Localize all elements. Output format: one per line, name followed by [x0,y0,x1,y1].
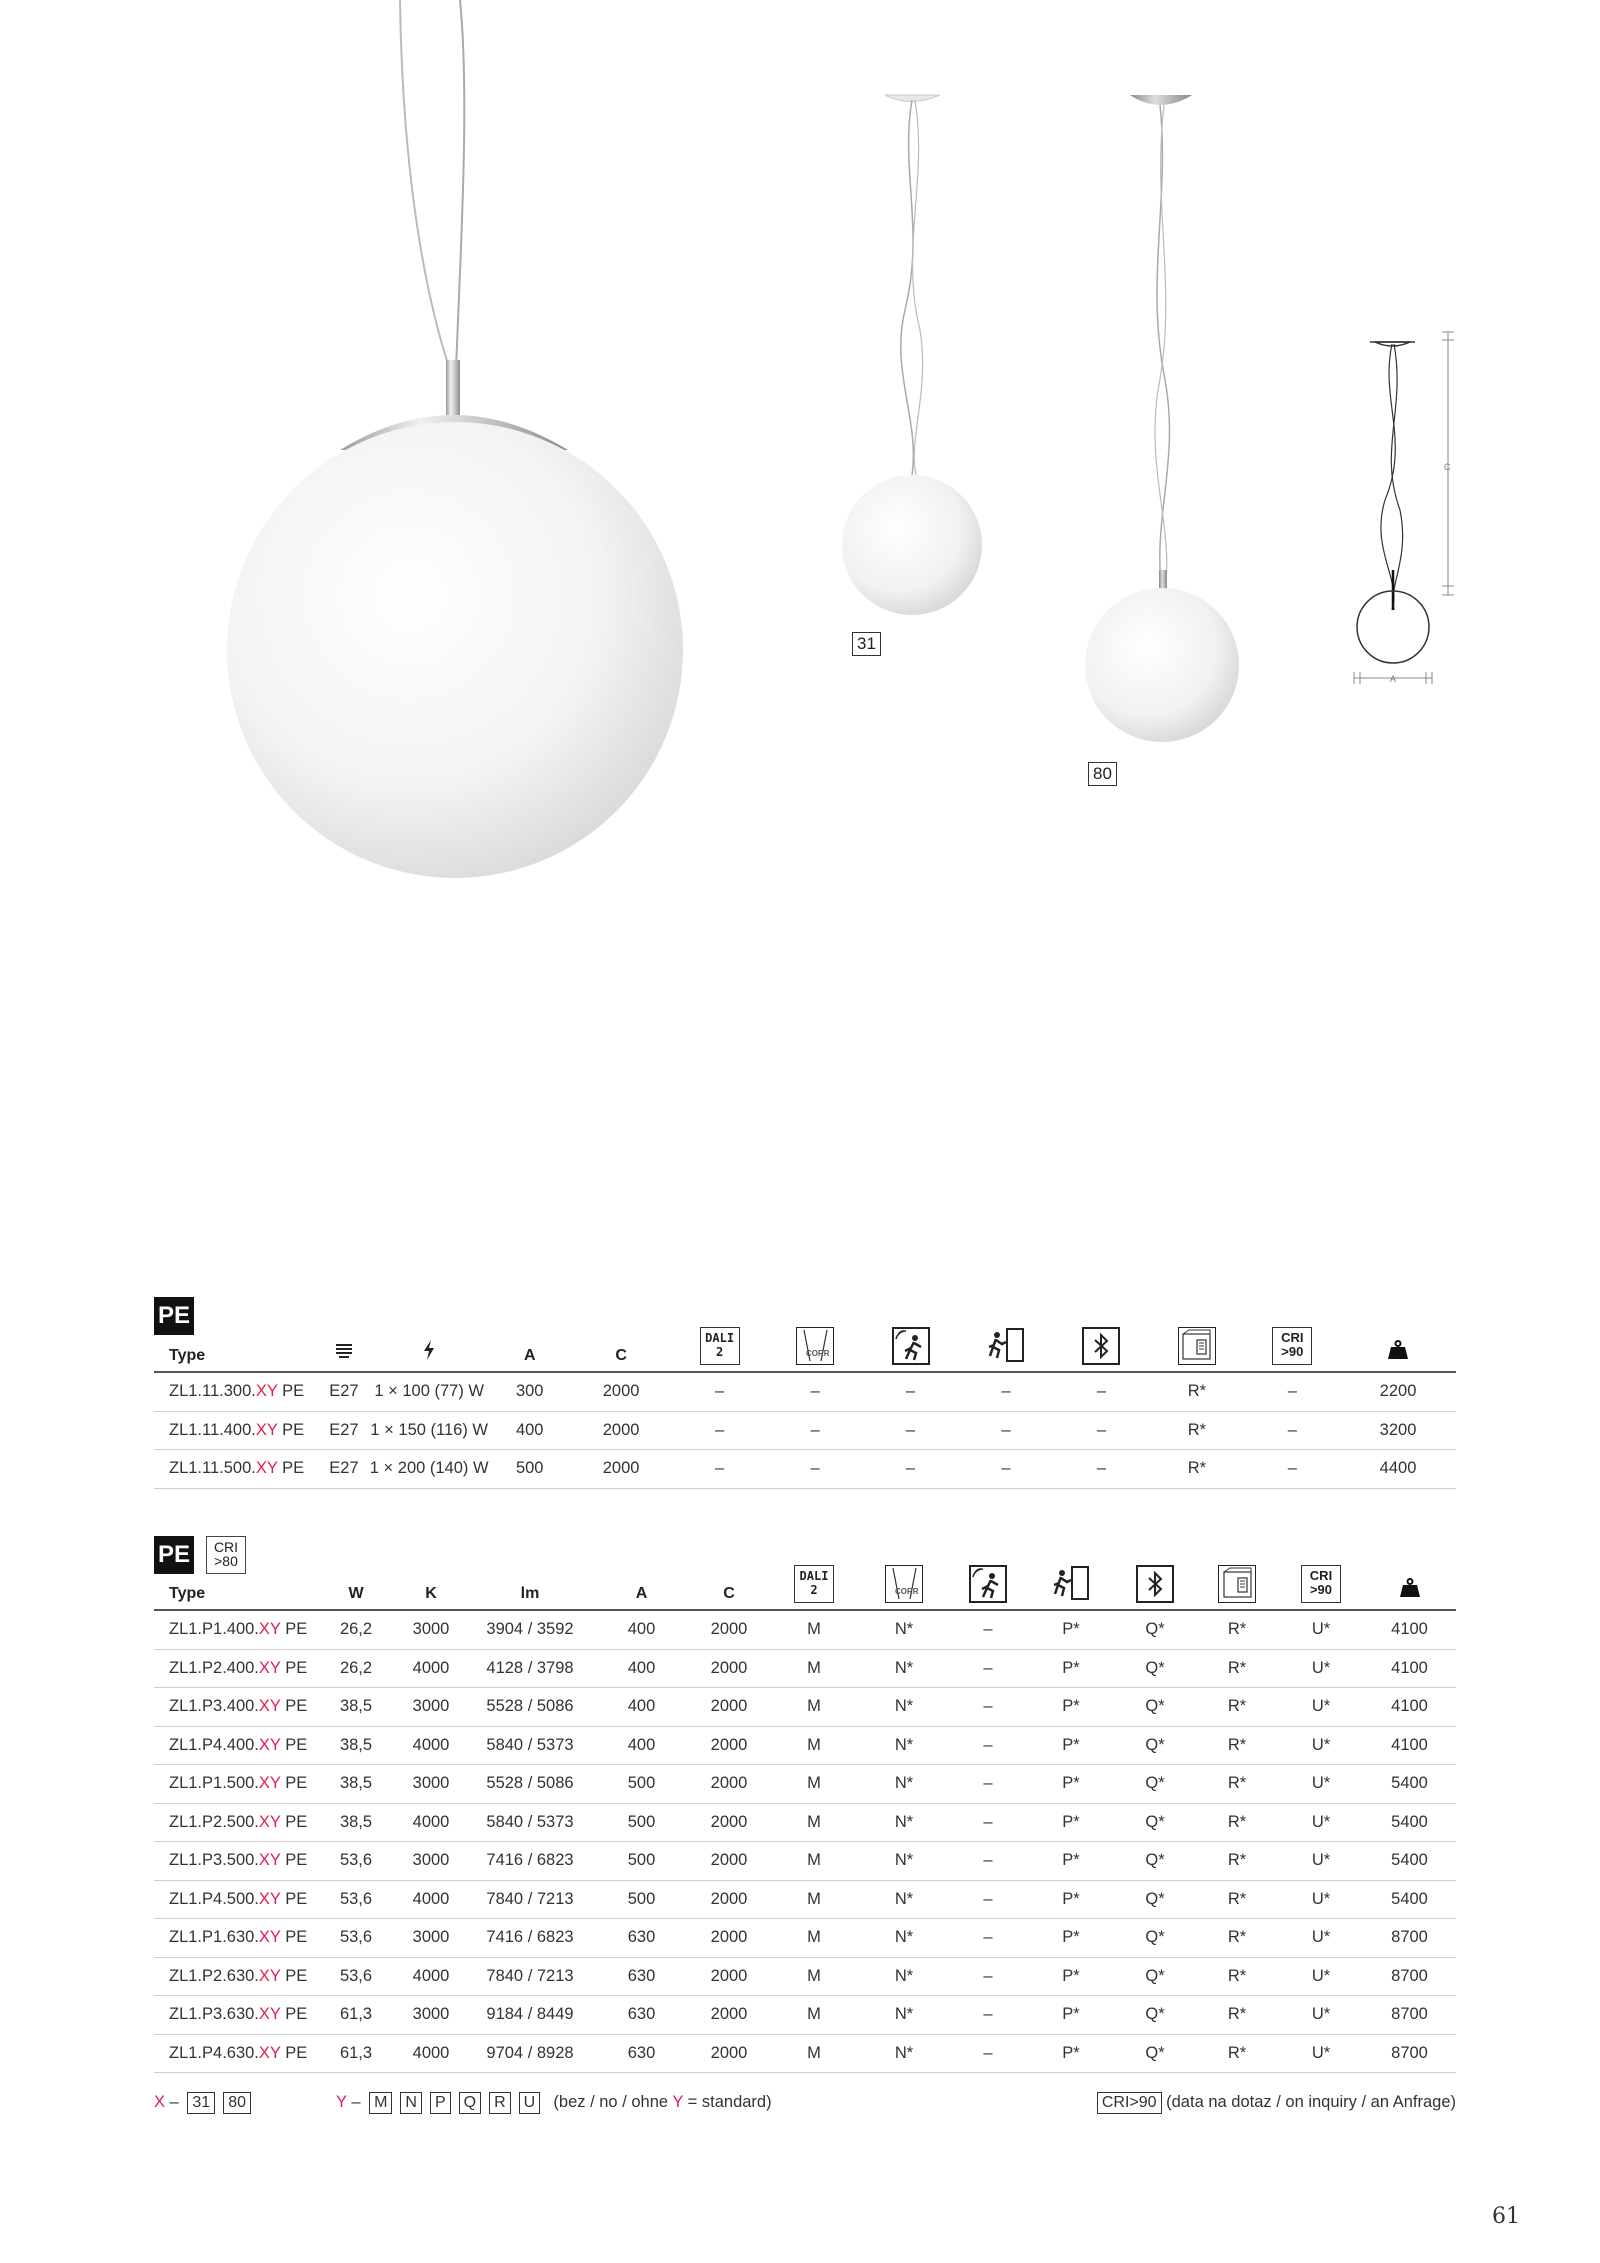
dimension-label-c: C [1444,462,1451,472]
k-cell: 3000 [396,1996,466,2035]
table-row [154,1726,1456,1765]
cri-cell: U* [1279,2034,1363,2073]
dali-cell: M [769,1880,859,1919]
power-cell: 1 × 150 (116) W [369,1411,489,1450]
cri-cell: U* [1279,1842,1363,1881]
table-row [154,1688,1456,1727]
product-photo-small-globe-80 [1070,90,1250,750]
dali-cell: M [769,1765,859,1804]
emergency-cell: P* [1027,1803,1115,1842]
cri90-icon: CRI >90 [1279,1563,1363,1610]
sensor-cell: – [863,1372,958,1411]
c-cell: 2000 [689,1996,769,2035]
cri-cell: U* [1279,1688,1363,1727]
table2-header-w: W [316,1563,396,1610]
sensor-cell: – [949,1726,1027,1765]
sensor-cell: – [949,1649,1027,1688]
c-cell: 2000 [689,1688,769,1727]
svg-text:CORR: CORR [805,1349,830,1358]
bluetooth-cell: Q* [1115,1803,1195,1842]
cri-cell: – [1245,1411,1340,1450]
a-cell: 630 [594,1996,689,2035]
bluetooth-cell: Q* [1115,1880,1195,1919]
c-cell: 2000 [689,1649,769,1688]
dali-cell: – [672,1450,767,1489]
corr-cell: N* [859,1919,949,1958]
product-photo-large-globe [220,0,700,900]
w-cell: 61,3 [316,1996,396,2035]
a-cell: 500 [489,1450,570,1489]
table-row [154,1765,1456,1804]
sensor-cell: – [949,1765,1027,1804]
type-cell: ZL1.P4.400.XY PE [154,1726,316,1765]
k-cell: 4000 [396,2034,466,2073]
type-cell: ZL1.11.500.XY PE [154,1450,319,1489]
k-cell: 3000 [396,1610,466,1649]
y-option-legend: Y – M N P Q R U (bez / no / ohne Y = standard) [336,2090,772,2114]
weight-icon [1340,1325,1456,1372]
emergency-exit-icon [958,1325,1053,1372]
sensor-cell: – [949,1610,1027,1649]
emergency-cell: P* [1027,1919,1115,1958]
type-cell: ZL1.P1.630.XY PE [154,1919,316,1958]
lm-cell: 9704 / 8928 [466,2034,594,2073]
k-cell: 4000 [396,1957,466,1996]
emergency-cell: – [958,1411,1053,1450]
type-cell: ZL1.P2.400.XY PE [154,1649,316,1688]
box-cell: R* [1195,1610,1279,1649]
sensor-cell: – [949,1919,1027,1958]
corr-cell: N* [859,2034,949,2073]
sensor-cell: – [863,1411,958,1450]
emergency-cell: P* [1027,1957,1115,1996]
box-cell: R* [1149,1411,1244,1450]
dali-cell: – [672,1411,767,1450]
corr-cell: – [767,1372,862,1411]
corridor-icon [767,1325,862,1372]
socket-cell: E27 [319,1411,370,1450]
w-cell: 53,6 [316,1842,396,1881]
a-cell: 500 [594,1765,689,1804]
sensor-cell: – [949,1842,1027,1881]
corr-cell: N* [859,1688,949,1727]
cri-cell: U* [1279,1610,1363,1649]
dali-cell: M [769,1919,859,1958]
sensor-cell: – [949,1996,1027,2035]
c-cell: 2000 [689,1957,769,1996]
weight-cell: 8700 [1363,1919,1456,1958]
bluetooth-cell: Q* [1115,1726,1195,1765]
corr-cell: N* [859,1880,949,1919]
dali-cell: M [769,1957,859,1996]
a-cell: 400 [594,1688,689,1727]
variant-label-31: 31 [852,632,881,656]
a-cell: 630 [594,2034,689,2073]
table-row [154,1880,1456,1919]
dali-cell: M [769,1803,859,1842]
cri-cell: U* [1279,1649,1363,1688]
table-row [154,2034,1456,2073]
power-cell: 1 × 100 (77) W [369,1372,489,1411]
table2-header-row [154,1563,1456,1610]
bluetooth-cell: Q* [1115,1610,1195,1649]
dali-cell: M [769,1688,859,1727]
table-row [154,1450,1456,1489]
w-cell: 38,5 [316,1803,396,1842]
w-cell: 61,3 [316,2034,396,2073]
bluetooth-cell: Q* [1115,2034,1195,2073]
socket-cell: E27 [319,1450,370,1489]
box-cell: R* [1195,1803,1279,1842]
table1-header-c: C [570,1325,672,1372]
x-option-legend: X – 31 80 [154,2090,255,2114]
box-cell: R* [1195,1649,1279,1688]
corr-cell: N* [859,1957,949,1996]
weight-cell: 8700 [1363,1996,1456,2035]
w-cell: 53,6 [316,1880,396,1919]
type-cell: ZL1.11.400.XY PE [154,1411,319,1450]
lm-cell: 5528 / 5086 [466,1688,594,1727]
y-option-u: U [519,2092,541,2114]
emergency-cell: P* [1027,1688,1115,1727]
bluetooth-cell: Q* [1115,1919,1195,1958]
emergency-cell: P* [1027,1765,1115,1804]
w-cell: 38,5 [316,1765,396,1804]
cri-cell: U* [1279,1726,1363,1765]
corr-cell: N* [859,1996,949,2035]
corr-cell: N* [859,1842,949,1881]
y-option-q: Q [459,2092,481,2114]
a-cell: 400 [489,1411,570,1450]
dali-cell: M [769,1996,859,2035]
a-cell: 300 [489,1372,570,1411]
page-number: 61 [1492,2204,1520,2229]
corr-cell: N* [859,1726,949,1765]
type-cell: ZL1.11.300.XY PE [154,1372,319,1411]
weight-cell: 8700 [1363,1957,1456,1996]
dali-icon: DALI 2 [672,1325,767,1372]
table-row [154,1957,1456,1996]
weight-cell: 5400 [1363,1803,1456,1842]
box-cell: R* [1195,1919,1279,1958]
lm-cell: 7416 / 6823 [466,1842,594,1881]
y-option-p: P [430,2092,451,2114]
table2-header-lm: lm [466,1563,594,1610]
emergency-cell: P* [1027,2034,1115,2073]
c-cell: 2000 [689,1765,769,1804]
table-row [154,1803,1456,1842]
y-option-m: M [369,2092,392,2114]
weight-cell: 5400 [1363,1880,1456,1919]
install-box-icon [1149,1325,1244,1372]
weight-cell: 8700 [1363,2034,1456,2073]
cri90-footer-tag: CRI>90 [1097,2092,1162,2114]
type-cell: ZL1.P2.500.XY PE [154,1803,316,1842]
product-photo-small-globe-31 [820,90,1000,630]
bluetooth-cell: Q* [1115,1957,1195,1996]
bluetooth-cell: – [1054,1372,1149,1411]
c-cell: 2000 [689,1842,769,1881]
bluetooth-cell: Q* [1115,1842,1195,1881]
dali-cell: M [769,1842,859,1881]
bluetooth-cell: Q* [1115,1688,1195,1727]
table-row [154,1996,1456,2035]
emergency-cell: P* [1027,1649,1115,1688]
emergency-cell: P* [1027,1610,1115,1649]
table2-header-k: K [396,1563,466,1610]
k-cell: 4000 [396,1803,466,1842]
sensor-cell: – [949,1803,1027,1842]
dali-cell: M [769,1610,859,1649]
weight-cell: 4100 [1363,1649,1456,1688]
c-cell: 2000 [570,1411,672,1450]
y-option-n: N [400,2092,422,2114]
box-cell: R* [1195,1726,1279,1765]
dimension-drawing [1340,320,1470,690]
lm-cell: 4128 / 3798 [466,1649,594,1688]
power-cell: 1 × 200 (140) W [369,1450,489,1489]
table-row [154,1842,1456,1881]
box-cell: R* [1149,1450,1244,1489]
dali-cell: M [769,1649,859,1688]
k-cell: 3000 [396,1688,466,1727]
install-box-icon [1195,1563,1279,1610]
lm-cell: 7840 / 7213 [466,1880,594,1919]
table1-spec-table [154,1325,1456,1489]
bluetooth-cell: Q* [1115,1765,1195,1804]
lm-cell: 5840 / 5373 [466,1803,594,1842]
box-cell: R* [1195,1842,1279,1881]
bluetooth-cell: – [1054,1411,1149,1450]
box-cell: R* [1195,1996,1279,2035]
c-cell: 2000 [689,1919,769,1958]
sensor-cell: – [863,1450,958,1489]
type-cell: ZL1.P3.630.XY PE [154,1996,316,2035]
type-cell: ZL1.P4.630.XY PE [154,2034,316,2073]
box-cell: R* [1195,1880,1279,1919]
variant-label-80: 80 [1088,762,1117,786]
weight-cell: 4100 [1363,1610,1456,1649]
cri90-icon: CRI >90 [1245,1325,1340,1372]
weight-cell: 5400 [1363,1765,1456,1804]
w-cell: 38,5 [316,1688,396,1727]
weight-cell: 4100 [1363,1726,1456,1765]
y-option-r: R [489,2092,511,2114]
corr-cell: N* [859,1649,949,1688]
c-cell: 2000 [570,1372,672,1411]
c-cell: 2000 [689,1880,769,1919]
cri-cell: U* [1279,1880,1363,1919]
sensor-cell: – [949,2034,1027,2073]
motion-sensor-icon [863,1325,958,1372]
lm-cell: 7840 / 7213 [466,1957,594,1996]
x-option-31: 31 [187,2092,215,2114]
a-cell: 500 [594,1842,689,1881]
table-row [154,1411,1456,1450]
weight-cell: 2200 [1340,1372,1456,1411]
k-cell: 3000 [396,1765,466,1804]
motion-sensor-icon [949,1563,1027,1610]
emergency-exit-icon [1027,1563,1115,1610]
k-cell: 4000 [396,1726,466,1765]
type-cell: ZL1.P3.400.XY PE [154,1688,316,1727]
emergency-cell: – [958,1450,1053,1489]
weight-icon [1363,1563,1456,1610]
dali-cell: M [769,2034,859,2073]
w-cell: 26,2 [316,1610,396,1649]
table-row [154,1919,1456,1958]
type-cell: ZL1.P1.400.XY PE [154,1610,316,1649]
c-cell: 2000 [689,1726,769,1765]
y-option-note: (bez / no / ohne Y = standard) [553,2093,772,2111]
c-cell: 2000 [689,1803,769,1842]
type-cell: ZL1.P4.500.XY PE [154,1880,316,1919]
cri-cell: U* [1279,1765,1363,1804]
sensor-cell: – [949,1957,1027,1996]
bluetooth-cell: Q* [1115,1649,1195,1688]
dali-cell: – [672,1372,767,1411]
type-cell: ZL1.P2.630.XY PE [154,1957,316,1996]
w-cell: 26,2 [316,1649,396,1688]
weight-cell: 5400 [1363,1842,1456,1881]
box-cell: R* [1195,2034,1279,2073]
svg-text:CORR: CORR [894,1587,919,1596]
lm-cell: 5840 / 5373 [466,1726,594,1765]
table-row [154,1649,1456,1688]
c-cell: 2000 [689,2034,769,2073]
socket-icon [319,1325,370,1372]
cri-cell: U* [1279,1957,1363,1996]
box-cell: R* [1195,1957,1279,1996]
dali-cell: M [769,1726,859,1765]
table-row [154,1610,1456,1649]
bluetooth-cell: Q* [1115,1996,1195,2035]
sensor-cell: – [949,1688,1027,1727]
box-cell: R* [1195,1688,1279,1727]
table2-header-type: Type [154,1563,316,1610]
a-cell: 630 [594,1957,689,1996]
cri-cell: U* [1279,1996,1363,2035]
a-cell: 500 [594,1880,689,1919]
table2-header-c: C [689,1563,769,1610]
cri-cell: U* [1279,1803,1363,1842]
corridor-icon [859,1563,949,1610]
corr-cell: N* [859,1803,949,1842]
weight-cell: 4100 [1363,1688,1456,1727]
type-cell: ZL1.P1.500.XY PE [154,1765,316,1804]
a-cell: 630 [594,1919,689,1958]
socket-cell: E27 [319,1372,370,1411]
emergency-cell: P* [1027,1996,1115,2035]
bluetooth-icon [1054,1325,1149,1372]
cri-cell: – [1245,1450,1340,1489]
lm-cell: 7416 / 6823 [466,1919,594,1958]
table1-header-type: Type [154,1325,319,1372]
a-cell: 400 [594,1649,689,1688]
c-cell: 2000 [689,1610,769,1649]
weight-cell: 4400 [1340,1450,1456,1489]
lm-cell: 5528 / 5086 [466,1765,594,1804]
a-cell: 400 [594,1726,689,1765]
a-cell: 400 [594,1610,689,1649]
corr-cell: N* [859,1765,949,1804]
power-icon [369,1325,489,1372]
w-cell: 53,6 [316,1919,396,1958]
type-cell: ZL1.P3.500.XY PE [154,1842,316,1881]
sensor-cell: – [949,1880,1027,1919]
cri-cell: U* [1279,1919,1363,1958]
table1-header-a: A [489,1325,570,1372]
emergency-cell: P* [1027,1726,1115,1765]
cri80-tag: CRI >80 [206,1536,246,1574]
table1-pe-tag: PE [154,1297,194,1335]
x-option-80: 80 [223,2092,251,2114]
corr-cell: – [767,1411,862,1450]
emergency-cell: P* [1027,1880,1115,1919]
a-cell: 500 [594,1803,689,1842]
k-cell: 3000 [396,1842,466,1881]
k-cell: 4000 [396,1880,466,1919]
emergency-cell: P* [1027,1842,1115,1881]
emergency-cell: – [958,1372,1053,1411]
cri-note: CRI>90 (data na dotaz / on inquiry / an Anfrage) [1097,2090,1456,2114]
table2-header-a: A [594,1563,689,1610]
box-cell: R* [1149,1372,1244,1411]
bluetooth-icon [1115,1563,1195,1610]
table1-header-row [154,1325,1456,1372]
table2-pe-tag: PE [154,1536,194,1574]
cri-cell: – [1245,1372,1340,1411]
table-row [154,1372,1456,1411]
w-cell: 53,6 [316,1957,396,1996]
corr-cell: N* [859,1610,949,1649]
table2-spec-table [154,1563,1456,2073]
w-cell: 38,5 [316,1726,396,1765]
k-cell: 3000 [396,1919,466,1958]
k-cell: 4000 [396,1649,466,1688]
box-cell: R* [1195,1765,1279,1804]
bluetooth-cell: – [1054,1450,1149,1489]
corr-cell: – [767,1450,862,1489]
lm-cell: 9184 / 8449 [466,1996,594,2035]
lm-cell: 3904 / 3592 [466,1610,594,1649]
weight-cell: 3200 [1340,1411,1456,1450]
dali-icon: DALI 2 [769,1563,859,1610]
c-cell: 2000 [570,1450,672,1489]
dimension-label-a: A [1390,674,1397,684]
